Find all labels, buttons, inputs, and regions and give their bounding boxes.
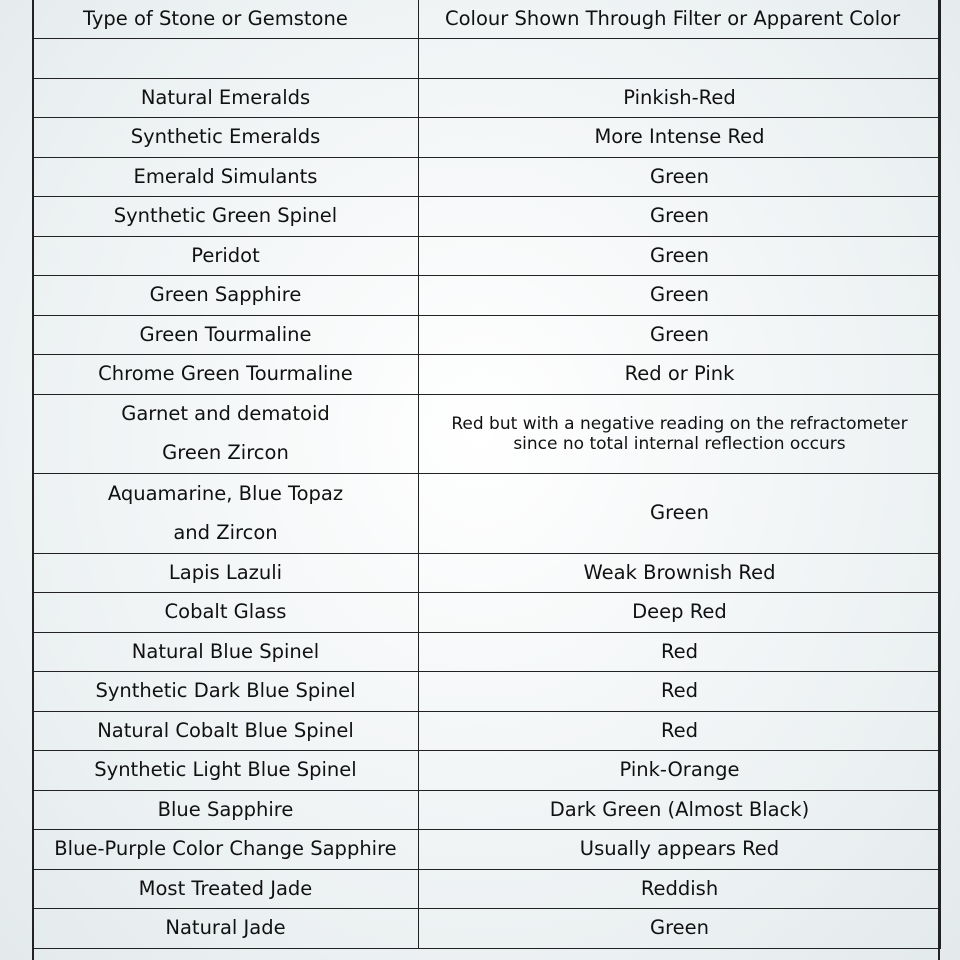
color-cell: More Intense Red bbox=[419, 118, 941, 158]
stone-cell: Synthetic Green Spinel bbox=[33, 197, 419, 237]
stone-cell: Emerald Simulants bbox=[33, 157, 419, 197]
table-row bbox=[33, 711, 941, 751]
stone-cell: Natural Blue Spinel bbox=[33, 632, 419, 672]
stone-line: Green Zircon bbox=[162, 441, 289, 465]
stone-cell: Natural Emeralds bbox=[33, 78, 419, 118]
stone-cell bbox=[33, 394, 419, 474]
gemstone-filter-table bbox=[32, 0, 941, 949]
stone-line: Garnet and dematoid bbox=[121, 402, 330, 426]
table-row bbox=[33, 632, 941, 672]
table-row bbox=[33, 197, 941, 237]
color-cell: Red bbox=[419, 711, 941, 751]
color-cell: Deep Red bbox=[419, 593, 941, 633]
color-line: Red but with a negative reading on the refractometer bbox=[451, 413, 908, 434]
table-row bbox=[33, 315, 941, 355]
stone-cell: Most Treated Jade bbox=[33, 869, 419, 909]
color-cell: Green bbox=[419, 474, 941, 554]
color-cell: Green bbox=[419, 157, 941, 197]
table-row bbox=[33, 355, 941, 395]
table-row bbox=[33, 672, 941, 712]
blank-cell bbox=[419, 39, 941, 79]
stone-cell: Green Sapphire bbox=[33, 276, 419, 316]
color-cell: Usually appears Red bbox=[419, 830, 941, 870]
stone-cell: Natural Jade bbox=[33, 909, 419, 949]
color-cell bbox=[419, 394, 941, 474]
stone-line: and Zircon bbox=[173, 520, 278, 544]
table-row bbox=[33, 869, 941, 909]
color-cell: Red or Pink bbox=[419, 355, 941, 395]
color-cell: Weak Brownish Red bbox=[419, 553, 941, 593]
color-cell: Green bbox=[419, 236, 941, 276]
color-cell: Green bbox=[419, 909, 941, 949]
stone-cell: Blue Sapphire bbox=[33, 790, 419, 830]
stone-cell: Synthetic Dark Blue Spinel bbox=[33, 672, 419, 712]
table-row bbox=[33, 236, 941, 276]
table-row bbox=[33, 751, 941, 791]
stone-line: Aquamarine, Blue Topaz bbox=[107, 481, 344, 505]
color-cell: Green bbox=[419, 276, 941, 316]
stone-cell: Lapis Lazuli bbox=[33, 553, 419, 593]
table-row bbox=[33, 157, 941, 197]
color-cell: Pinkish-Red bbox=[419, 78, 941, 118]
table-row bbox=[33, 118, 941, 158]
stone-cell: Natural Cobalt Blue Spinel bbox=[33, 711, 419, 751]
table-row bbox=[33, 276, 941, 316]
color-cell: Green bbox=[419, 197, 941, 237]
stone-cell: Blue-Purple Color Change Sapphire bbox=[33, 830, 419, 870]
stone-cell: Synthetic Emeralds bbox=[33, 118, 419, 158]
stone-cell: Peridot bbox=[33, 236, 419, 276]
stone-cell: Chrome Green Tourmaline bbox=[33, 355, 419, 395]
blank-cell bbox=[33, 39, 419, 79]
table-row bbox=[33, 909, 941, 949]
color-cell: Pink-Orange bbox=[419, 751, 941, 791]
table-row bbox=[33, 830, 941, 870]
table-row bbox=[33, 790, 941, 830]
stone-cell: Green Tourmaline bbox=[33, 315, 419, 355]
color-cell: Green bbox=[419, 315, 941, 355]
stone-cell: Cobalt Glass bbox=[33, 593, 419, 633]
table-row bbox=[33, 593, 941, 633]
header-filter-colour: Colour Shown Through Filter or Apparent Color bbox=[419, 0, 941, 39]
table-row bbox=[33, 78, 941, 118]
color-line: since no total internal reflection occurs bbox=[513, 433, 846, 454]
table-row bbox=[33, 394, 941, 474]
header-stone-type: Type of Stone or Gemstone bbox=[33, 0, 419, 39]
color-cell: Red bbox=[419, 632, 941, 672]
stone-cell bbox=[33, 474, 419, 554]
color-cell: Red bbox=[419, 672, 941, 712]
table-row bbox=[33, 474, 941, 554]
table-row bbox=[33, 553, 941, 593]
stone-cell: Synthetic Light Blue Spinel bbox=[33, 751, 419, 791]
table-header-row bbox=[33, 0, 941, 39]
table-row-blank bbox=[33, 39, 941, 79]
color-cell: Reddish bbox=[419, 869, 941, 909]
color-cell: Dark Green (Almost Black) bbox=[419, 790, 941, 830]
